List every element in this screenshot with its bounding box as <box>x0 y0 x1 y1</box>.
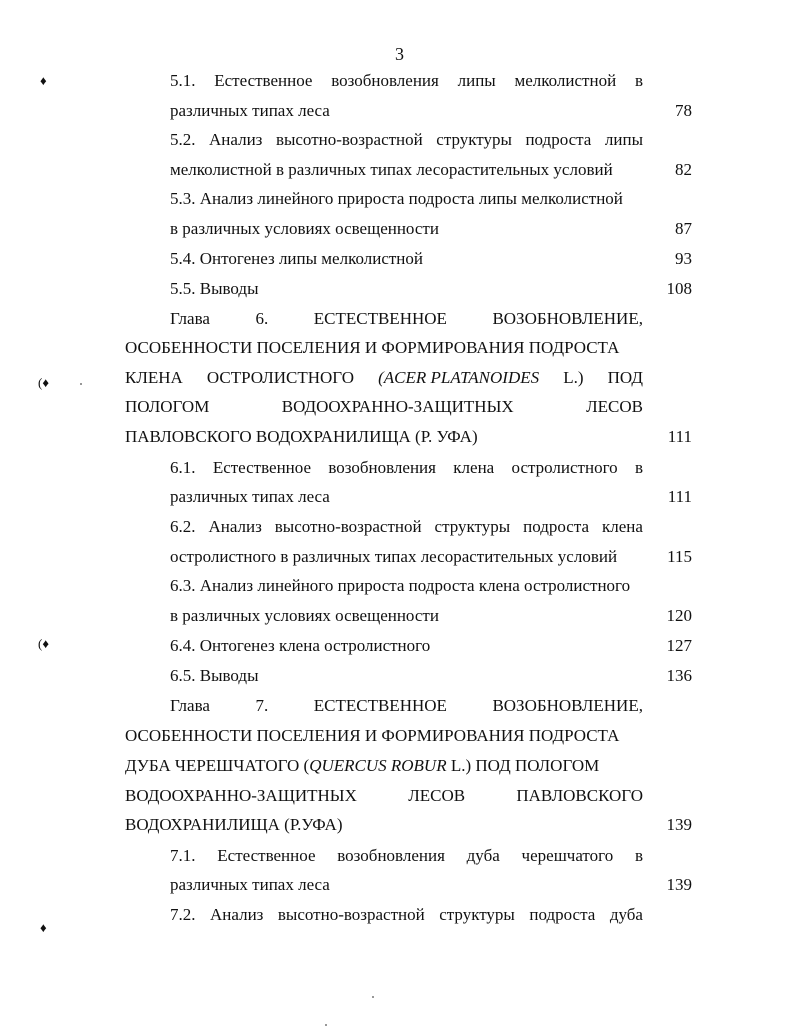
toc-page-number: 87 <box>675 219 692 238</box>
toc-entry-6-4: 6.4. Онтогенез клена остролистного <box>170 636 431 655</box>
chapter-6-heading-line4: ПОЛОГОМ ВОДООХРАННО-ЗАЩИТНЫХ ЛЕСОВ <box>125 397 643 416</box>
toc-page-number: 82 <box>675 160 692 179</box>
scan-speck <box>372 996 374 998</box>
toc-entry-5-2-line2: мелколистной в различных типах лесорастительных условий <box>170 160 613 179</box>
toc-entry-6-1-line1: 6.1. Естественное возобновления клена остролистного в <box>170 458 643 477</box>
toc-entry-5-2-line1: 5.2. Анализ высотно-возрастной структуры подроста липы <box>170 130 643 149</box>
toc-page-number: 127 <box>666 636 692 655</box>
toc-page-number: 120 <box>666 606 692 625</box>
binding-mark: (♦ <box>38 375 49 390</box>
chapter-7-heading-line4: ВОДООХРАННО-ЗАЩИТНЫХ ЛЕСОВ ПАВЛОВСКОГО <box>125 786 643 805</box>
toc-page-number: 111 <box>667 427 692 446</box>
toc-entry-5-1-line2: различных типах леса <box>170 101 330 120</box>
scan-speck <box>325 1024 327 1026</box>
toc-entry-6-3-line2: в различных условиях освещенности <box>170 606 439 625</box>
page-number: 3 <box>395 44 404 64</box>
toc-page-number: 115 <box>667 547 692 566</box>
binding-mark: ♦ <box>40 73 47 88</box>
toc-entry-6-3-line1: 6.3. Анализ линейного прироста подроста клена остролистного <box>170 576 631 595</box>
toc-entry-7-2-line1: 7.2. Анализ высотно-возрастной структуры подроста дуба <box>170 905 643 924</box>
toc-entry-6-5: 6.5. Выводы <box>170 666 259 685</box>
toc-page-number: 108 <box>666 279 692 298</box>
toc-entry-5-1-line1: 5.1. Естественное возобновления липы мелколистной в <box>170 71 643 90</box>
toc-page-number: 139 <box>666 875 692 894</box>
toc-page-number: 136 <box>666 666 692 685</box>
toc-entry-5-4: 5.4. Онтогенез липы мелколистной <box>170 249 423 268</box>
toc-page-number: 111 <box>667 487 692 506</box>
toc-page-number: 93 <box>675 249 692 268</box>
toc-entry-6-2-line2: остролистного в различных типах лесорастительных условий <box>170 547 618 566</box>
chapter-6-heading-line1: Глава 6. ЕСТЕСТВЕННОЕ ВОЗОБНОВЛЕНИЕ, <box>170 309 643 328</box>
chapter-7-heading-line5: ВОДОХРАНИЛИЩА (Р.УФА) <box>125 815 343 834</box>
toc-page-number: 139 <box>666 815 692 834</box>
toc-entry-5-3-line2: в различных условиях освещенности <box>170 219 439 238</box>
chapter-6-heading-line2: ОСОБЕННОСТИ ПОСЕЛЕНИЯ И ФОРМИРОВАНИЯ ПОДРОСТА <box>125 338 620 357</box>
chapter-6-heading-line3: КЛЕНА ОСТРОЛИСТНОГО (ACER PLATANOIDES L.) ПОД <box>125 368 643 387</box>
scan-speck <box>80 383 82 385</box>
chapter-6-heading-line5: ПАВЛОВСКОГО ВОДОХРАНИЛИЩА (Р. УФА) <box>125 427 478 446</box>
toc-entry-5-3-line1: 5.3. Анализ линейного прироста подроста липы мелколистной <box>170 189 623 208</box>
toc-entry-6-2-line1: 6.2. Анализ высотно-возрастной структуры подроста клена <box>170 517 643 536</box>
chapter-7-heading-line1: Глава 7. ЕСТЕСТВЕННОЕ ВОЗОБНОВЛЕНИЕ, <box>170 696 643 715</box>
toc-entry-6-1-line2: различных типах леса <box>170 487 330 506</box>
binding-mark: (♦ <box>38 636 49 651</box>
toc-entry-7-1-line1: 7.1. Естественное возобновления дуба черешчатого в <box>170 846 643 865</box>
chapter-7-heading-line2: ОСОБЕННОСТИ ПОСЕЛЕНИЯ И ФОРМИРОВАНИЯ ПОДРОСТА <box>125 726 620 745</box>
chapter-7-heading-line3: ДУБА ЧЕРЕШЧАТОГО (QUERCUS ROBUR L.) ПОД ПОЛОГОМ <box>125 756 600 775</box>
toc-entry-7-1-line2: различных типах леса <box>170 875 330 894</box>
toc-page-number: 78 <box>675 101 692 120</box>
toc-entry-5-5: 5.5. Выводы <box>170 279 259 298</box>
binding-mark: ♦ <box>40 920 47 935</box>
